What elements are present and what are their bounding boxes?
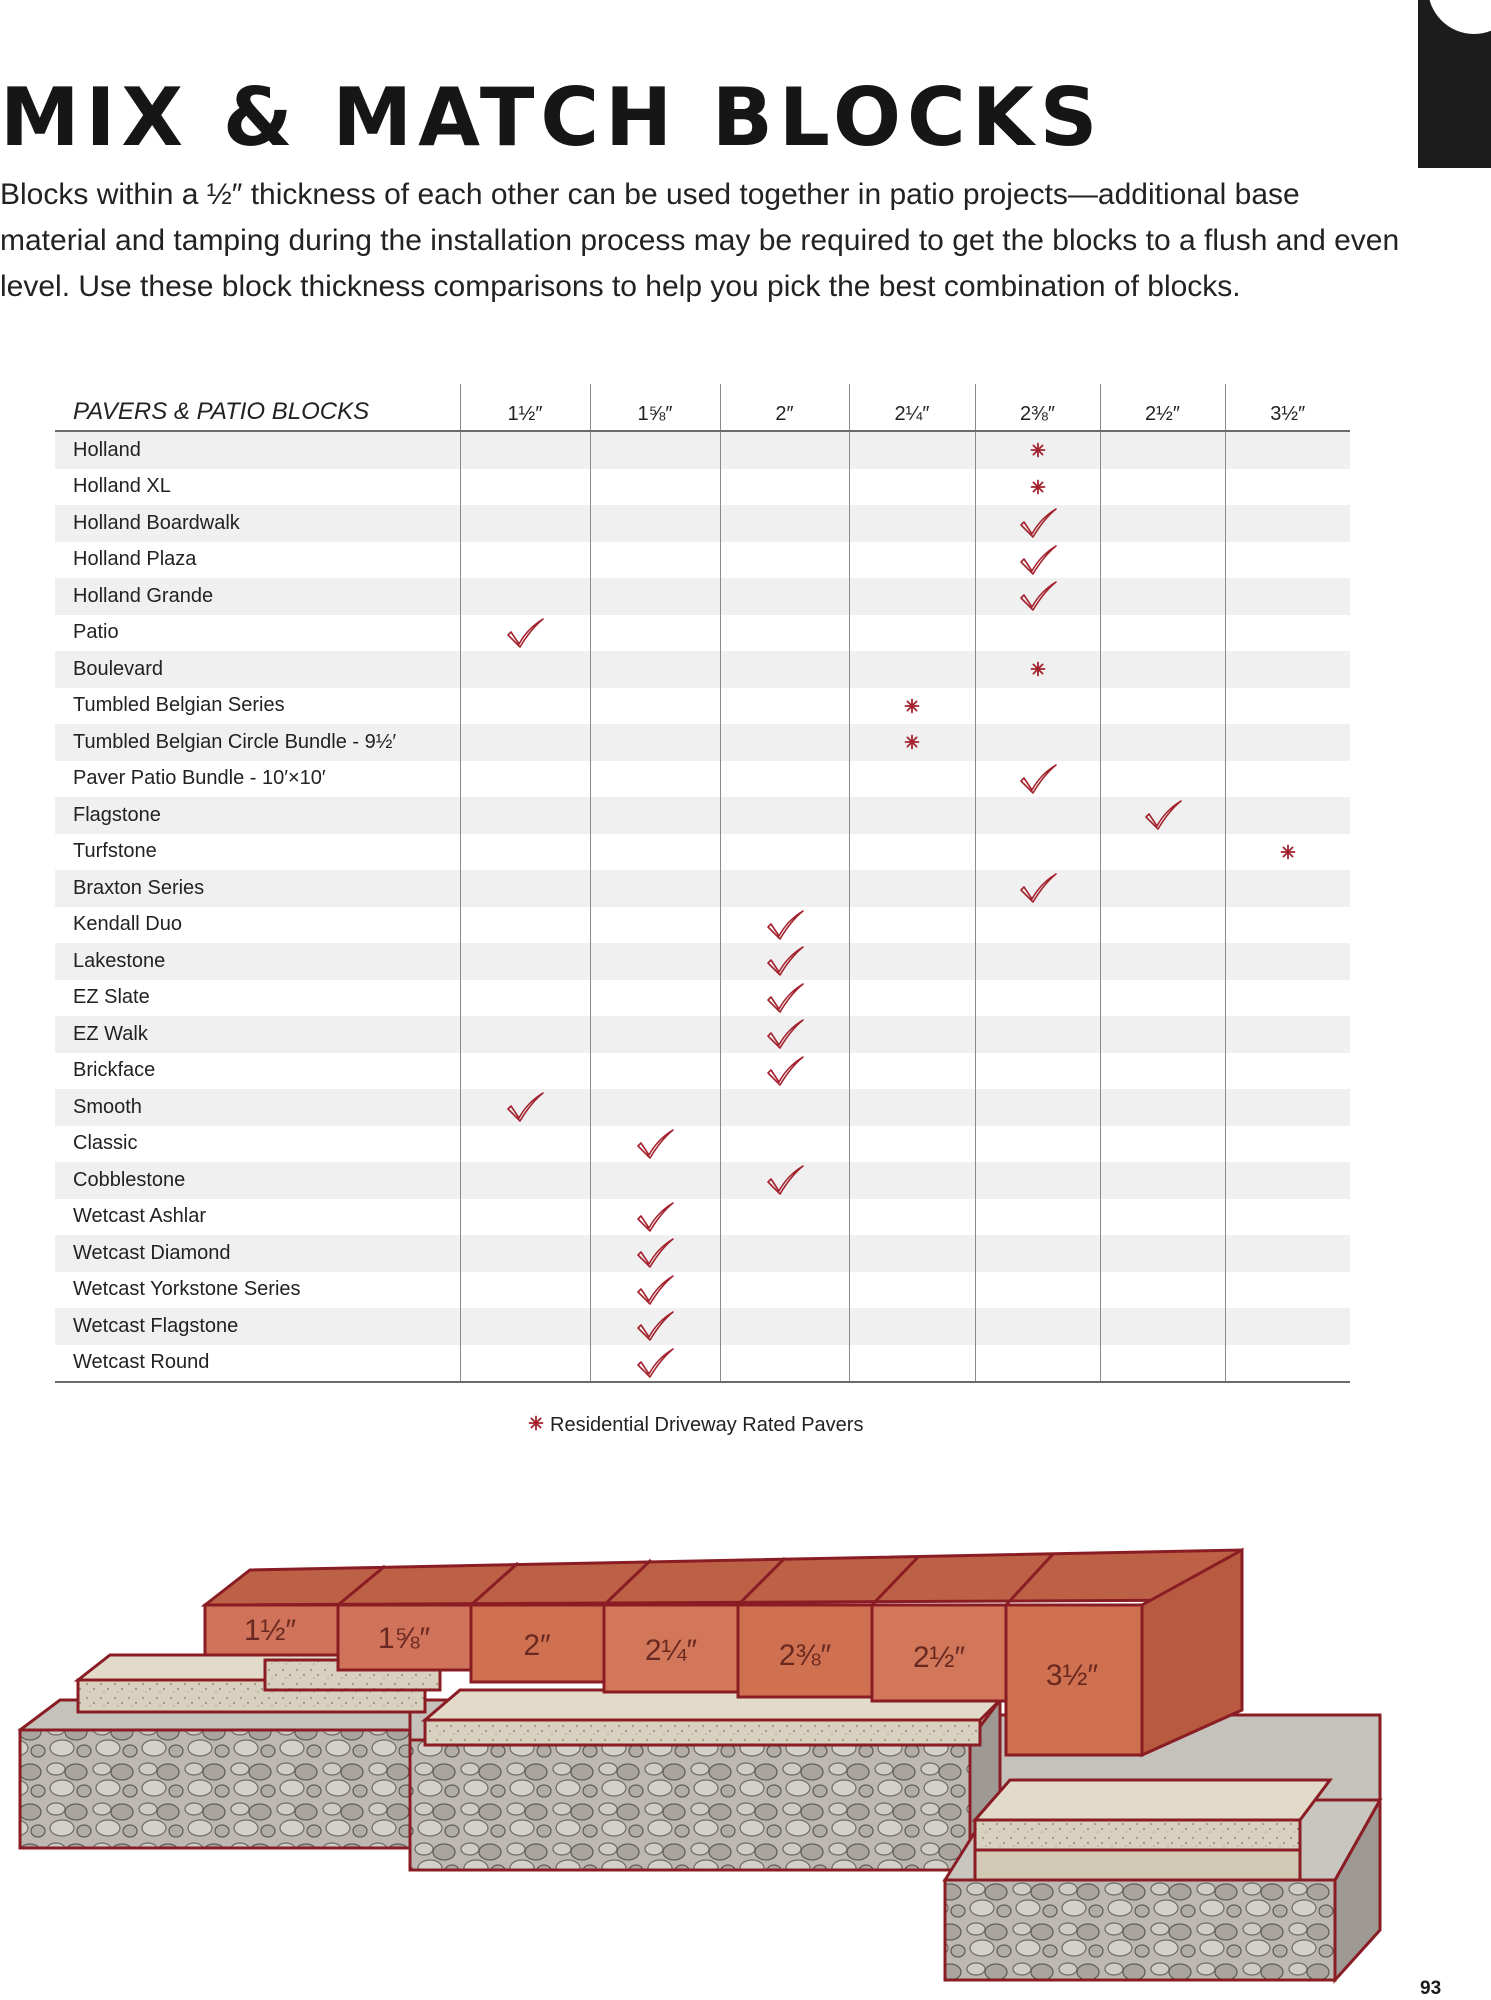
empty-cell [590,980,720,1017]
empty-cell [1100,1053,1225,1090]
empty-cell [849,615,975,652]
empty-cell [975,688,1100,725]
empty-cell [720,761,849,798]
checkmark-icon [720,980,849,1017]
star-icon [1225,834,1350,871]
empty-cell [849,1126,975,1163]
empty-cell [975,797,1100,834]
empty-cell [460,834,590,871]
empty-cell [720,1235,849,1272]
table-row [55,1089,1350,1126]
empty-cell [460,1053,590,1090]
table-row [55,1053,1350,1090]
empty-cell [849,651,975,688]
table-row [55,469,1350,506]
empty-cell [975,1345,1100,1383]
product-name: Holland XL [73,475,171,498]
checkmark-icon [975,542,1100,579]
empty-cell [849,943,975,980]
empty-cell [849,1162,975,1199]
table-row [55,615,1350,652]
empty-cell [1225,1126,1350,1163]
empty-cell [849,1016,975,1053]
empty-cell [1225,870,1350,907]
product-name: Holland Grande [55,578,460,615]
checkmark-icon [460,1089,590,1126]
table-row [55,431,1350,469]
empty-cell [849,1235,975,1272]
product-name: EZ Walk [55,1016,460,1053]
empty-cell [1100,834,1225,871]
product-name: Brickface [73,1059,156,1082]
checkmark-icon [720,1162,849,1199]
empty-cell [720,578,849,615]
empty-cell [975,724,1100,761]
empty-cell [849,542,975,579]
table-header-row [55,384,1350,431]
diagram-thickness-label: 1½″ [243,1614,297,1647]
empty-cell [1225,469,1350,506]
empty-cell [460,469,590,506]
checkmark-icon [720,907,849,944]
empty-cell [720,1126,849,1163]
product-name: EZ Slate [73,986,150,1009]
block-thickness-table [55,384,1350,1383]
section-tab-marker [1418,0,1491,168]
product-name: Patio [73,621,119,644]
table-row [55,505,1350,542]
empty-cell [1100,1162,1225,1199]
empty-cell [849,761,975,798]
empty-cell [1100,578,1225,615]
empty-cell [975,907,1100,944]
empty-cell [849,1345,975,1383]
empty-cell [849,870,975,907]
column-header: 2¼″ [849,384,975,431]
empty-cell [590,615,720,652]
empty-cell [849,431,975,469]
empty-cell [590,1016,720,1053]
empty-cell [1100,542,1225,579]
empty-cell [849,1308,975,1345]
table-row [55,651,1350,688]
empty-cell [849,1089,975,1126]
column-header: 2½″ [1100,384,1225,431]
empty-cell [590,797,720,834]
checkmark-icon [590,1126,720,1163]
empty-cell [460,943,590,980]
table-header-name: PAVERS & PATIO BLOCKS [55,384,460,431]
star-icon [528,1414,544,1437]
empty-cell [460,651,590,688]
column-header: 1½″ [460,384,590,431]
empty-cell [1100,1126,1225,1163]
empty-cell [460,797,590,834]
empty-cell [590,907,720,944]
empty-cell [590,870,720,907]
page-number: 93 [1420,1978,1442,1999]
product-name: Wetcast Round [55,1345,460,1383]
table-row [55,834,1350,871]
empty-cell [1225,542,1350,579]
empty-cell [1225,1199,1350,1236]
star-icon [975,469,1100,506]
empty-cell [1100,1199,1225,1236]
empty-cell [720,688,849,725]
empty-cell [720,1272,849,1309]
table-row [55,1272,1350,1309]
empty-cell [460,578,590,615]
table-row [55,724,1350,761]
empty-cell [460,980,590,1017]
empty-cell [975,1053,1100,1090]
diagram-thickness-label: 2¼″ [644,1634,698,1667]
empty-cell [590,431,720,469]
empty-cell [1225,1308,1350,1345]
empty-cell [1225,688,1350,725]
checkmark-icon [1100,797,1225,834]
column-header: 2″ [720,384,849,431]
checkmark-icon [460,615,590,652]
checkmark-icon [590,1199,720,1236]
checkmark-icon [720,1016,849,1053]
empty-cell [460,1199,590,1236]
empty-cell [975,834,1100,871]
product-name: Tumbled Belgian Circle Bundle - 9½′ [55,724,460,761]
empty-cell [849,797,975,834]
empty-cell [849,469,975,506]
empty-cell [975,1308,1100,1345]
empty-cell [460,724,590,761]
legend-label: Residential Driveway Rated Pavers [550,1414,864,1436]
product-name: Holland [55,431,460,469]
empty-cell [720,797,849,834]
empty-cell [849,578,975,615]
table-row [55,1308,1350,1345]
empty-cell [849,834,975,871]
empty-cell [1100,761,1225,798]
empty-cell [460,688,590,725]
checkmark-icon [975,505,1100,542]
empty-cell [590,1053,720,1090]
empty-cell [460,1016,590,1053]
empty-cell [1100,505,1225,542]
empty-cell [1225,1089,1350,1126]
product-name: Holland Boardwalk [55,505,460,542]
product-name: Braxton Series [55,870,460,907]
checkmark-icon [590,1345,720,1383]
checkmark-icon [720,943,849,980]
empty-cell [720,651,849,688]
empty-cell [849,1272,975,1309]
table-row [55,1199,1350,1236]
legend [528,1414,863,1437]
empty-cell [1225,724,1350,761]
empty-cell [1100,469,1225,506]
product-name: Flagstone [55,797,460,834]
empty-cell [1100,1089,1225,1126]
empty-cell [1100,1016,1225,1053]
table-row [55,1235,1350,1272]
column-header: 1⅝″ [590,384,720,431]
empty-cell [1225,505,1350,542]
table-row [55,542,1350,579]
table-row [55,1345,1350,1383]
empty-cell [1225,1016,1350,1053]
empty-cell [590,761,720,798]
empty-cell [1225,1162,1350,1199]
empty-cell [1225,797,1350,834]
table-row [55,1126,1350,1163]
table-row [55,943,1350,980]
empty-cell [975,1199,1100,1236]
empty-cell [1225,578,1350,615]
product-name: Wetcast Ashlar [73,1205,207,1228]
empty-cell [590,1089,720,1126]
product-name: Wetcast Yorkstone Series [73,1278,301,1301]
table-row [55,797,1350,834]
column-header: 2⅜″ [975,384,1100,431]
table-row [55,761,1350,798]
empty-cell [1225,615,1350,652]
table-row [55,688,1350,725]
star-icon [975,651,1100,688]
diagram-thickness-label: 2½″ [912,1641,966,1674]
empty-cell [1100,1345,1225,1383]
empty-cell [849,1053,975,1090]
table-row [55,870,1350,907]
empty-cell [460,1308,590,1345]
empty-cell [720,431,849,469]
empty-cell [590,505,720,542]
table-row [55,1162,1350,1199]
empty-cell [460,1272,590,1309]
star-icon [849,688,975,725]
empty-cell [975,1272,1100,1309]
empty-cell [590,578,720,615]
empty-cell [590,469,720,506]
empty-cell [1100,688,1225,725]
empty-cell [720,870,849,907]
empty-cell [1225,651,1350,688]
checkmark-icon [590,1272,720,1309]
diagram-thickness-label: 1⅝″ [377,1622,431,1655]
empty-cell [460,870,590,907]
empty-cell [849,505,975,542]
empty-cell [975,1089,1100,1126]
empty-cell [1100,870,1225,907]
block-thickness-diagram [0,1520,1400,1990]
empty-cell [720,1308,849,1345]
empty-cell [460,1126,590,1163]
checkmark-icon [975,870,1100,907]
empty-cell [720,1199,849,1236]
empty-cell [590,651,720,688]
empty-cell [1100,431,1225,469]
star-icon [849,724,975,761]
empty-cell [590,724,720,761]
product-name: Boulevard [55,651,460,688]
empty-cell [720,505,849,542]
empty-cell [590,943,720,980]
diagram-thickness-label: 2″ [523,1629,551,1662]
empty-cell [720,469,849,506]
empty-cell [849,980,975,1017]
empty-cell [460,1345,590,1383]
empty-cell [720,1345,849,1383]
empty-cell [849,1199,975,1236]
empty-cell [1225,907,1350,944]
empty-cell [1225,1272,1350,1309]
checkmark-icon [590,1235,720,1272]
empty-cell [1100,1308,1225,1345]
checkmark-icon [720,1053,849,1090]
checkmark-icon [590,1308,720,1345]
empty-cell [590,542,720,579]
product-name: Cobblestone [55,1162,460,1199]
product-name: Paver Patio Bundle - 10′×10′ [73,767,326,790]
checkmark-icon [975,761,1100,798]
product-name: Tumbled Belgian Series [73,694,285,717]
empty-cell [1225,1053,1350,1090]
empty-cell [975,980,1100,1017]
table-row [55,1016,1350,1053]
column-header: 3½″ [1225,384,1350,431]
diagram-thickness-label: 3½″ [1045,1659,1099,1692]
intro-paragraph: Blocks within a ½″ thickness of each other can be used together in patio projects—additional base material and tamping during the installation process may be required to get the blocks to a flush and even level. Use these block thickness comparisons to help you pick the best combination of blocks. [0,178,1400,303]
product-name: Smooth [55,1089,460,1126]
empty-cell [1100,1235,1225,1272]
empty-cell [975,1235,1100,1272]
product-name: Turfstone [73,840,157,863]
empty-cell [975,1162,1100,1199]
empty-cell [975,1016,1100,1053]
empty-cell [590,1162,720,1199]
table-row [55,907,1350,944]
empty-cell [1100,1272,1225,1309]
empty-cell [720,724,849,761]
product-name: Kendall Duo [73,913,182,936]
empty-cell [1100,980,1225,1017]
empty-cell [590,688,720,725]
checkmark-icon [975,578,1100,615]
empty-cell [1225,980,1350,1017]
empty-cell [1100,907,1225,944]
table-row [55,578,1350,615]
table-body [55,431,1350,1382]
empty-cell [975,615,1100,652]
empty-cell [975,1126,1100,1163]
product-name: Wetcast Flagstone [55,1308,460,1345]
empty-cell [460,907,590,944]
empty-cell [1100,651,1225,688]
product-name: Lakestone [55,943,460,980]
empty-cell [460,505,590,542]
empty-cell [460,1235,590,1272]
diagram-thickness-label: 2⅜″ [778,1639,832,1672]
product-name: Holland Plaza [73,548,197,571]
empty-cell [460,542,590,579]
empty-cell [1100,615,1225,652]
empty-cell [720,1089,849,1126]
empty-cell [1225,1345,1350,1383]
empty-cell [1225,1235,1350,1272]
empty-cell [590,834,720,871]
star-icon [975,431,1100,469]
product-name: Classic [73,1132,138,1155]
page-title: MIX & MATCH BLOCKS [0,71,1104,164]
empty-cell [975,943,1100,980]
empty-cell [460,1162,590,1199]
empty-cell [1225,431,1350,469]
empty-cell [1225,943,1350,980]
empty-cell [1225,761,1350,798]
table-row [55,980,1350,1017]
empty-cell [460,761,590,798]
product-name: Wetcast Diamond [55,1235,460,1272]
empty-cell [720,542,849,579]
empty-cell [460,431,590,469]
empty-cell [720,834,849,871]
empty-cell [849,907,975,944]
empty-cell [1100,724,1225,761]
empty-cell [720,615,849,652]
empty-cell [1100,943,1225,980]
